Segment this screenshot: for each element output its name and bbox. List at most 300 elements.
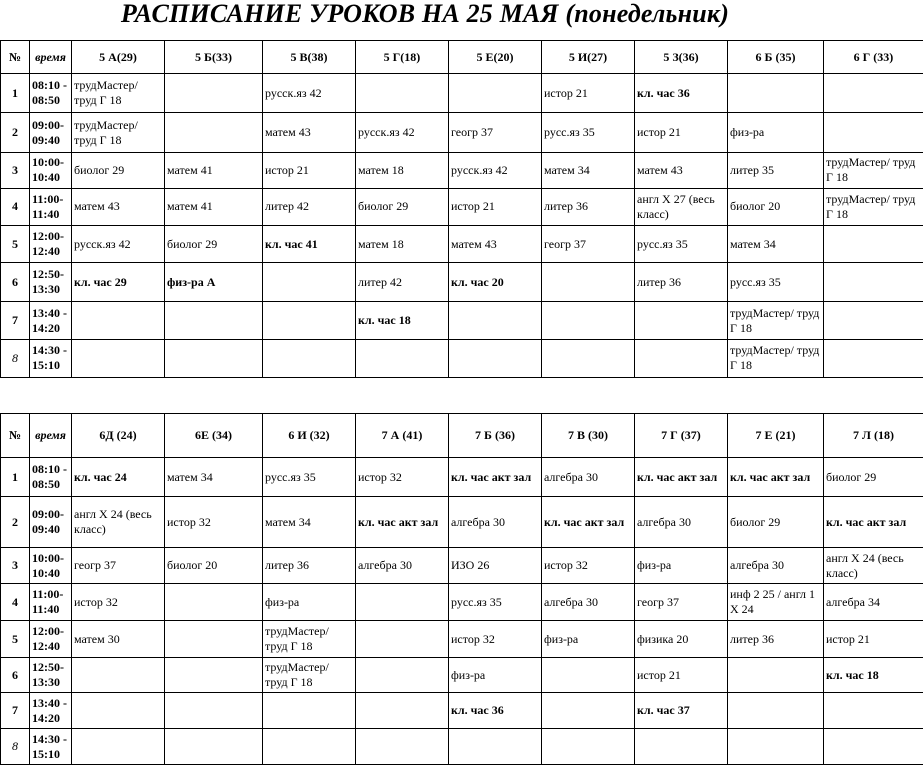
time-end: 12:40 bbox=[32, 639, 69, 654]
lesson-text: биолог 29 bbox=[358, 199, 408, 213]
time-start: 08:10 - bbox=[32, 78, 69, 93]
lesson-cell bbox=[356, 621, 449, 658]
lesson-time bbox=[30, 113, 72, 152]
lesson-cell bbox=[165, 74, 263, 113]
lesson-text: матем 18 bbox=[358, 163, 404, 177]
lesson-cell bbox=[728, 458, 824, 497]
lesson-row bbox=[1, 113, 923, 152]
lesson-text: кл. час 29 bbox=[74, 275, 127, 289]
lesson-cell bbox=[728, 548, 824, 584]
lesson-text: истор 32 bbox=[544, 558, 588, 572]
lesson-row bbox=[1, 339, 923, 377]
lesson-cell bbox=[165, 113, 263, 152]
lesson-text: физ-ра bbox=[730, 125, 764, 139]
lesson-cell bbox=[449, 74, 542, 113]
lesson-text: истор 21 bbox=[265, 163, 309, 177]
lesson-cell bbox=[263, 152, 356, 188]
lesson-number: 2 bbox=[1, 113, 30, 152]
lesson-text: истор 32 bbox=[167, 515, 211, 529]
lesson-cell bbox=[635, 584, 728, 621]
schedule-table-1 bbox=[0, 40, 923, 378]
lesson-text: англ Х 24 (весь класс) bbox=[74, 507, 152, 536]
lesson-text: ИЗО 26 bbox=[451, 558, 489, 572]
time-start: 12:00- bbox=[32, 624, 69, 639]
lesson-cell bbox=[165, 152, 263, 188]
lesson-cell bbox=[824, 152, 923, 188]
lesson-cell bbox=[165, 548, 263, 584]
lesson-cell bbox=[635, 226, 728, 263]
lesson-cell bbox=[449, 226, 542, 263]
lesson-cell bbox=[165, 621, 263, 658]
lesson-text: кл. час акт зал bbox=[451, 470, 531, 484]
lesson-cell bbox=[824, 548, 923, 584]
lesson-cell bbox=[635, 548, 728, 584]
lesson-cell bbox=[728, 584, 824, 621]
lesson-cell bbox=[165, 497, 263, 548]
lesson-number: 3 bbox=[1, 152, 30, 188]
lesson-cell bbox=[263, 548, 356, 584]
lesson-text: трудМастер/ труд Г 18 bbox=[826, 192, 915, 221]
lesson-text: русс.яз 35 bbox=[451, 595, 502, 609]
lesson-cell bbox=[824, 263, 923, 302]
lesson-cell bbox=[72, 658, 165, 693]
lesson-cell bbox=[824, 113, 923, 152]
lesson-text: истор 32 bbox=[451, 632, 495, 646]
lesson-cell bbox=[728, 658, 824, 693]
lesson-cell bbox=[356, 302, 449, 339]
class-header: 5 Б(33) bbox=[165, 41, 263, 74]
lesson-row bbox=[1, 458, 923, 497]
lesson-cell bbox=[72, 152, 165, 188]
lesson-cell bbox=[165, 729, 263, 765]
lesson-text: матем 43 bbox=[74, 199, 120, 213]
time-start: 11:00- bbox=[32, 192, 69, 207]
lesson-number: 6 bbox=[1, 263, 30, 302]
lesson-cell bbox=[263, 584, 356, 621]
lesson-time bbox=[30, 693, 72, 729]
lesson-time bbox=[30, 152, 72, 188]
lesson-time bbox=[30, 548, 72, 584]
lesson-text: трудМастер/ труд Г 18 bbox=[265, 624, 329, 653]
lesson-cell bbox=[72, 458, 165, 497]
lesson-text: трудМастер/ труд Г 18 bbox=[730, 343, 819, 372]
lesson-cell bbox=[449, 621, 542, 658]
lesson-text: кл. час 18 bbox=[826, 668, 879, 682]
lesson-cell bbox=[635, 188, 728, 225]
lesson-text: матем 43 bbox=[265, 125, 311, 139]
lesson-text: литер 36 bbox=[637, 275, 681, 289]
lesson-cell bbox=[728, 302, 824, 339]
lesson-cell bbox=[356, 729, 449, 765]
lesson-cell bbox=[263, 458, 356, 497]
lesson-text: матем 43 bbox=[451, 237, 497, 251]
lesson-number: 4 bbox=[1, 584, 30, 621]
class-header: 6Е (34) bbox=[165, 414, 263, 458]
lesson-cell bbox=[356, 226, 449, 263]
lesson-cell bbox=[635, 729, 728, 765]
lesson-text: биолог 20 bbox=[730, 199, 780, 213]
time-start: 10:00- bbox=[32, 551, 69, 566]
lesson-cell bbox=[635, 658, 728, 693]
lesson-text: алгебра 34 bbox=[826, 595, 880, 609]
lesson-row bbox=[1, 658, 923, 693]
lesson-cell bbox=[165, 263, 263, 302]
lesson-row bbox=[1, 621, 923, 658]
lesson-cell bbox=[449, 263, 542, 302]
lesson-text: кл. час акт зал bbox=[544, 515, 624, 529]
lesson-cell bbox=[728, 113, 824, 152]
lesson-text: трудМастер/ труд Г 18 bbox=[826, 155, 915, 184]
lesson-text: истор 21 bbox=[544, 86, 588, 100]
lesson-time bbox=[30, 584, 72, 621]
lesson-cell bbox=[542, 339, 635, 377]
lesson-time bbox=[30, 74, 72, 113]
lesson-cell bbox=[449, 584, 542, 621]
lesson-cell bbox=[449, 113, 542, 152]
lesson-cell bbox=[542, 621, 635, 658]
time-end: 10:40 bbox=[32, 566, 69, 581]
lesson-cell bbox=[165, 226, 263, 263]
lesson-cell bbox=[635, 458, 728, 497]
class-header: 5 И(27) bbox=[542, 41, 635, 74]
lesson-row bbox=[1, 152, 923, 188]
lesson-text: англ Х 24 (весь класс) bbox=[826, 551, 904, 580]
time-end: 08:50 bbox=[32, 477, 69, 492]
class-header: 7 Б (36) bbox=[449, 414, 542, 458]
lesson-text: истор 21 bbox=[637, 125, 681, 139]
lesson-text: биолог 20 bbox=[167, 558, 217, 572]
lesson-time bbox=[30, 729, 72, 765]
class-header: 5 З(36) bbox=[635, 41, 728, 74]
lesson-text: истор 21 bbox=[826, 632, 870, 646]
lesson-text: матем 34 bbox=[544, 163, 590, 177]
lesson-text: матем 18 bbox=[358, 237, 404, 251]
lesson-cell bbox=[728, 693, 824, 729]
lesson-cell bbox=[263, 302, 356, 339]
lesson-cell bbox=[356, 548, 449, 584]
lesson-text: кл. час 41 bbox=[265, 237, 318, 251]
lesson-row bbox=[1, 729, 923, 765]
lesson-cell bbox=[824, 729, 923, 765]
lesson-text: трудМастер/ труд Г 18 bbox=[730, 306, 819, 335]
lesson-cell bbox=[542, 548, 635, 584]
lesson-cell bbox=[449, 458, 542, 497]
lesson-cell bbox=[72, 226, 165, 263]
class-header: 7 Л (18) bbox=[824, 414, 923, 458]
lesson-cell bbox=[356, 74, 449, 113]
lesson-text: литер 36 bbox=[730, 632, 774, 646]
lesson-text: русс.яз 35 bbox=[265, 470, 316, 484]
lesson-cell bbox=[824, 497, 923, 548]
lesson-cell bbox=[165, 693, 263, 729]
lesson-text: русск.яз 42 bbox=[358, 125, 415, 139]
lesson-text: матем 41 bbox=[167, 163, 213, 177]
lesson-cell bbox=[263, 74, 356, 113]
time-end: 13:30 bbox=[32, 282, 69, 297]
lesson-cell bbox=[263, 113, 356, 152]
lesson-text: матем 43 bbox=[637, 163, 683, 177]
lesson-text: геогр 37 bbox=[451, 125, 493, 139]
lesson-text: физ-ра bbox=[637, 558, 671, 572]
number-header: № bbox=[1, 414, 30, 458]
lesson-cell bbox=[635, 339, 728, 377]
lesson-cell bbox=[542, 458, 635, 497]
time-start: 13:40 - bbox=[32, 306, 69, 321]
lesson-cell bbox=[263, 339, 356, 377]
lesson-text: алгебра 30 bbox=[730, 558, 784, 572]
lesson-cell bbox=[72, 729, 165, 765]
class-header: 5 В(38) bbox=[263, 41, 356, 74]
lesson-cell bbox=[165, 302, 263, 339]
class-header: 7 А (41) bbox=[356, 414, 449, 458]
lesson-text: литер 36 bbox=[265, 558, 309, 572]
lesson-cell bbox=[824, 188, 923, 225]
lesson-number: 5 bbox=[1, 621, 30, 658]
lesson-number: 2 bbox=[1, 497, 30, 548]
lesson-cell bbox=[356, 497, 449, 548]
lesson-text: биолог 29 bbox=[730, 515, 780, 529]
lesson-text: алгебра 30 bbox=[544, 470, 598, 484]
lesson-cell bbox=[356, 658, 449, 693]
lesson-number: 3 bbox=[1, 548, 30, 584]
lesson-text: алгебра 30 bbox=[451, 515, 505, 529]
class-header: 7 Е (21) bbox=[728, 414, 824, 458]
lesson-text: геогр 37 bbox=[637, 595, 679, 609]
lesson-cell bbox=[356, 263, 449, 302]
lesson-text: англ Х 27 (весь класс) bbox=[637, 192, 715, 221]
time-header: время bbox=[30, 414, 72, 458]
lesson-cell bbox=[449, 302, 542, 339]
lesson-cell bbox=[635, 497, 728, 548]
time-end: 13:30 bbox=[32, 675, 69, 690]
time-start: 09:00- bbox=[32, 118, 69, 133]
lesson-number: 7 bbox=[1, 302, 30, 339]
lesson-cell bbox=[449, 693, 542, 729]
lesson-cell bbox=[728, 339, 824, 377]
lesson-text: алгебра 30 bbox=[637, 515, 691, 529]
lesson-text: физ-ра bbox=[544, 632, 578, 646]
lesson-text: истор 32 bbox=[358, 470, 402, 484]
lesson-text: биолог 29 bbox=[826, 470, 876, 484]
lesson-number: 6 bbox=[1, 658, 30, 693]
lesson-cell bbox=[263, 188, 356, 225]
lesson-cell bbox=[356, 152, 449, 188]
lesson-cell bbox=[263, 729, 356, 765]
lesson-row bbox=[1, 188, 923, 225]
lesson-cell bbox=[72, 693, 165, 729]
lesson-text: биолог 29 bbox=[167, 237, 217, 251]
time-start: 13:40 - bbox=[32, 696, 69, 711]
lesson-cell bbox=[72, 113, 165, 152]
time-end: 14:20 bbox=[32, 711, 69, 726]
lesson-cell bbox=[542, 188, 635, 225]
lesson-text: биолог 29 bbox=[74, 163, 124, 177]
lesson-text: кл. час 20 bbox=[451, 275, 504, 289]
lesson-text: матем 34 bbox=[265, 515, 311, 529]
time-start: 09:00- bbox=[32, 507, 69, 522]
lesson-text: матем 41 bbox=[167, 199, 213, 213]
lesson-cell bbox=[165, 458, 263, 497]
lesson-cell bbox=[356, 693, 449, 729]
lesson-cell bbox=[728, 729, 824, 765]
lesson-cell bbox=[728, 152, 824, 188]
lesson-cell bbox=[263, 263, 356, 302]
lesson-text: истор 21 bbox=[637, 668, 681, 682]
lesson-number: 7 bbox=[1, 693, 30, 729]
lesson-time bbox=[30, 339, 72, 377]
lesson-cell bbox=[728, 74, 824, 113]
lesson-cell bbox=[728, 621, 824, 658]
lesson-cell bbox=[263, 693, 356, 729]
lesson-cell bbox=[728, 497, 824, 548]
time-start: 14:30 - bbox=[32, 343, 69, 358]
time-end: 15:10 bbox=[32, 358, 69, 373]
lesson-cell bbox=[542, 152, 635, 188]
lesson-cell bbox=[635, 621, 728, 658]
lesson-time bbox=[30, 188, 72, 225]
lesson-cell bbox=[356, 458, 449, 497]
time-start: 11:00- bbox=[32, 587, 69, 602]
lesson-cell bbox=[165, 188, 263, 225]
lesson-row bbox=[1, 74, 923, 113]
lesson-cell bbox=[635, 152, 728, 188]
lesson-cell bbox=[542, 658, 635, 693]
lesson-cell bbox=[824, 226, 923, 263]
lesson-text: матем 34 bbox=[167, 470, 213, 484]
lesson-cell bbox=[824, 584, 923, 621]
lesson-row bbox=[1, 693, 923, 729]
lesson-text: физика 20 bbox=[637, 632, 688, 646]
lesson-cell bbox=[72, 339, 165, 377]
lesson-time bbox=[30, 458, 72, 497]
lesson-text: кл. час 37 bbox=[637, 703, 690, 717]
lesson-cell bbox=[824, 658, 923, 693]
lesson-cell bbox=[72, 263, 165, 302]
lesson-cell bbox=[542, 497, 635, 548]
time-start: 12:50- bbox=[32, 660, 69, 675]
class-header: 6 И (32) bbox=[263, 414, 356, 458]
lesson-cell bbox=[824, 693, 923, 729]
lesson-row bbox=[1, 548, 923, 584]
lesson-cell bbox=[824, 302, 923, 339]
lesson-cell bbox=[165, 658, 263, 693]
lesson-number: 8 bbox=[1, 729, 30, 765]
lesson-cell bbox=[263, 658, 356, 693]
lesson-text: русс.яз 35 bbox=[730, 275, 781, 289]
lesson-text: литер 42 bbox=[265, 199, 309, 213]
lesson-cell bbox=[356, 188, 449, 225]
lesson-cell bbox=[542, 74, 635, 113]
lesson-cell bbox=[635, 74, 728, 113]
lesson-cell bbox=[356, 339, 449, 377]
lesson-cell bbox=[72, 74, 165, 113]
time-start: 10:00- bbox=[32, 155, 69, 170]
class-header: 6Д (24) bbox=[72, 414, 165, 458]
lesson-cell bbox=[263, 226, 356, 263]
lesson-text: русск.яз 42 bbox=[451, 163, 508, 177]
lesson-cell bbox=[449, 497, 542, 548]
lesson-cell bbox=[72, 621, 165, 658]
time-end: 11:40 bbox=[32, 602, 69, 617]
lesson-cell bbox=[72, 497, 165, 548]
time-header: время bbox=[30, 41, 72, 74]
lesson-row bbox=[1, 302, 923, 339]
lesson-text: алгебра 30 bbox=[358, 558, 412, 572]
time-end: 14:20 bbox=[32, 321, 69, 336]
class-header: 5 Г(18) bbox=[356, 41, 449, 74]
lesson-time bbox=[30, 621, 72, 658]
lesson-text: кл. час акт зал bbox=[730, 470, 810, 484]
lesson-cell bbox=[72, 302, 165, 339]
lesson-cell bbox=[72, 548, 165, 584]
lesson-row bbox=[1, 584, 923, 621]
time-start: 12:50- bbox=[32, 267, 69, 282]
time-end: 09:40 bbox=[32, 133, 69, 148]
lesson-text: трудМастер/ труд Г 18 bbox=[74, 118, 138, 147]
class-header: 7 В (30) bbox=[542, 414, 635, 458]
lesson-cell bbox=[635, 263, 728, 302]
lesson-cell bbox=[824, 621, 923, 658]
class-header: 5 А(29) bbox=[72, 41, 165, 74]
lesson-text: истор 32 bbox=[74, 595, 118, 609]
lesson-number: 8 bbox=[1, 339, 30, 377]
lesson-text: инф 2 25 / англ 1 Х 24 bbox=[730, 587, 815, 616]
lesson-cell bbox=[824, 458, 923, 497]
lesson-time bbox=[30, 302, 72, 339]
lesson-cell bbox=[263, 497, 356, 548]
lesson-time bbox=[30, 658, 72, 693]
time-end: 10:40 bbox=[32, 170, 69, 185]
schedule-table-2 bbox=[0, 413, 923, 765]
time-end: 11:40 bbox=[32, 207, 69, 222]
lesson-text: литер 36 bbox=[544, 199, 588, 213]
lesson-text: русск.яз 42 bbox=[74, 237, 131, 251]
class-header: 6 Г (33) bbox=[824, 41, 923, 74]
time-start: 14:30 - bbox=[32, 732, 69, 747]
lesson-row bbox=[1, 226, 923, 263]
lesson-cell bbox=[542, 113, 635, 152]
lesson-text: физ-ра bbox=[451, 668, 485, 682]
page-title: РАСПИСАНИЕ УРОКОВ НА 25 МАЯ (понедельник) bbox=[0, 0, 850, 28]
lesson-text: кл. час 24 bbox=[74, 470, 127, 484]
lesson-cell bbox=[635, 302, 728, 339]
lesson-cell bbox=[542, 693, 635, 729]
lesson-text: литер 35 bbox=[730, 163, 774, 177]
class-header: 5 Е(20) bbox=[449, 41, 542, 74]
lesson-cell bbox=[635, 693, 728, 729]
lesson-text: кл. час 36 bbox=[637, 86, 690, 100]
lesson-time bbox=[30, 226, 72, 263]
lesson-text: кл. час акт зал bbox=[358, 515, 438, 529]
lesson-number: 1 bbox=[1, 458, 30, 497]
lesson-cell bbox=[165, 584, 263, 621]
lesson-cell bbox=[728, 263, 824, 302]
lesson-row bbox=[1, 497, 923, 548]
lesson-number: 1 bbox=[1, 74, 30, 113]
lesson-cell bbox=[356, 113, 449, 152]
lesson-cell bbox=[449, 729, 542, 765]
lesson-cell bbox=[542, 263, 635, 302]
lesson-text: литер 42 bbox=[358, 275, 402, 289]
lesson-cell bbox=[356, 584, 449, 621]
lesson-text: истор 21 bbox=[451, 199, 495, 213]
lesson-cell bbox=[449, 339, 542, 377]
lesson-text: кл. час 18 bbox=[358, 313, 411, 327]
time-start: 08:10 - bbox=[32, 462, 69, 477]
time-end: 08:50 bbox=[32, 93, 69, 108]
lesson-cell bbox=[728, 188, 824, 225]
lesson-cell bbox=[449, 188, 542, 225]
